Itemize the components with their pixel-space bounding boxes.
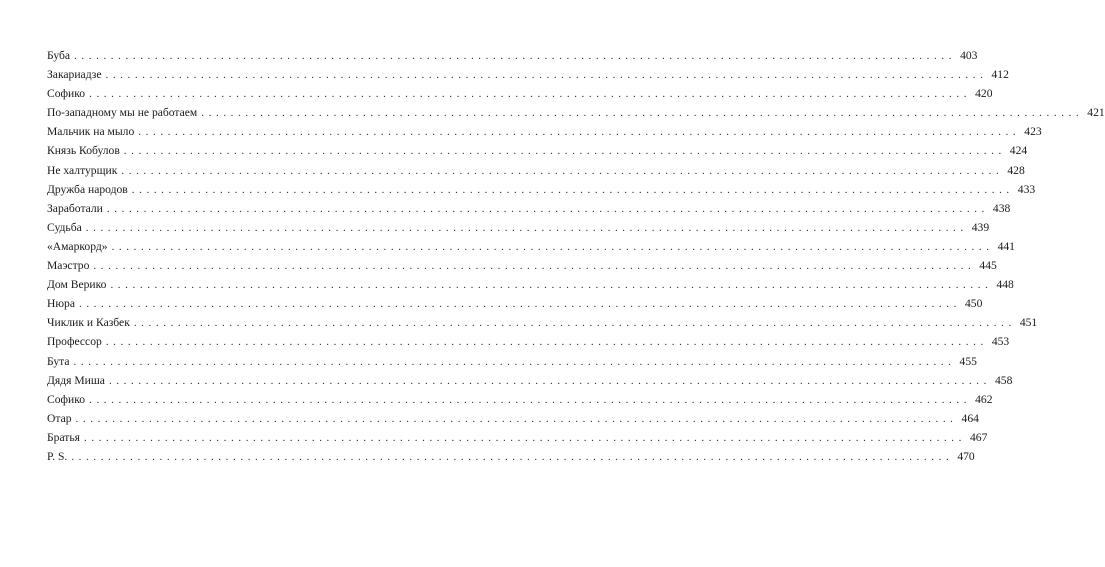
toc-entry-page-number: 451 — [1019, 316, 1038, 330]
toc-entry-page-number: 441 — [997, 239, 1015, 253]
toc-entry — [47, 313, 1038, 332]
toc-entry-title: Судьба — [47, 220, 82, 234]
dot-leader: ........................................................................................................................ — [85, 221, 968, 234]
toc-entry — [47, 390, 993, 409]
toc-entry-page-number: 462 — [975, 392, 993, 406]
toc-entry-page-number: 424 — [1009, 144, 1028, 158]
toc-entry-page-number: 439 — [971, 220, 990, 234]
toc-entry-page-number: 464 — [961, 411, 979, 425]
toc-entry-page-number: 428 — [1007, 163, 1025, 177]
toc-entry — [47, 46, 978, 65]
toc-entry-title: Софико — [47, 392, 86, 406]
toc-entry-page-number: 412 — [991, 68, 1009, 82]
dot-leader: ........................................................................................................................ — [74, 50, 957, 62]
toc-entry-title: Софико — [47, 87, 86, 101]
toc-entry-title: Дружба народов — [47, 182, 128, 196]
toc-entry-page-number: 458 — [994, 373, 1013, 387]
toc-entry-page-number: 433 — [1017, 182, 1036, 196]
dot-leader: ........................................................................................................................ — [201, 107, 1084, 120]
toc-entry — [47, 447, 975, 466]
toc-entry-title: Заработали — [47, 201, 103, 215]
toc-entry-title: По-западному мы не работаем — [47, 106, 198, 120]
toc-entry — [47, 294, 983, 313]
toc-entry-page-number: 420 — [975, 87, 993, 101]
toc-entry — [47, 332, 1010, 351]
toc-entry — [47, 180, 1036, 199]
dot-leader: ........................................................................................................................ — [111, 240, 994, 253]
dot-leader: ........................................................................................................................ — [106, 202, 989, 215]
dot-leader: ........................................................................................................................ — [89, 88, 972, 101]
toc-entry-page-number: 421 — [1087, 106, 1105, 120]
toc-entry — [47, 218, 990, 237]
toc-entry — [47, 275, 1014, 294]
toc-entry — [47, 256, 997, 275]
dot-leader: ........................................................................................................................ — [121, 164, 1004, 177]
toc-entry — [47, 428, 988, 447]
toc-entry — [47, 352, 977, 371]
dot-leader: ........................................................................................................................ — [131, 183, 1014, 196]
toc-entry-page-number: 470 — [957, 449, 975, 463]
dot-leader: ........................................................................................................................ — [138, 126, 1021, 139]
toc-entry-title: Отар — [47, 411, 72, 425]
toc-entry-title: Не халтурщик — [47, 163, 118, 177]
dot-leader: ........................................................................................................................ — [75, 412, 958, 425]
dot-leader: ........................................................................................................................ — [105, 336, 988, 349]
toc-entry-title: Князь Кобулов — [47, 144, 120, 158]
toc-entry-page-number: 445 — [979, 259, 997, 273]
toc-entry-page-number: 453 — [991, 335, 1010, 349]
toc-entry-page-number: 438 — [992, 201, 1011, 215]
toc-entry-title: Братья — [47, 430, 80, 444]
dot-leader: ........................................................................................................................ — [84, 431, 966, 444]
dot-leader: ........................................................................................................................ — [71, 450, 954, 463]
toc-entry — [47, 122, 1042, 141]
toc-entry-page-number: 448 — [996, 278, 1014, 292]
toc-entry-page-number: 450 — [964, 297, 983, 311]
dot-leader: ........................................................................................................................ — [133, 317, 1016, 330]
toc-entry — [47, 237, 1015, 256]
toc-entry-page-number: 467 — [970, 430, 988, 444]
toc-entry-title: «Амаркорд» — [47, 239, 108, 253]
toc-entry-title: Буба — [47, 49, 71, 62]
toc-entry — [47, 199, 1011, 218]
dot-leader: ........................................................................................................................ — [108, 374, 991, 387]
toc-entry — [47, 409, 979, 428]
toc-entry-title: Профессор — [47, 335, 102, 349]
toc-entry — [47, 65, 1009, 84]
toc-entry — [47, 84, 993, 103]
toc-entry — [47, 161, 1025, 180]
toc-entry-page-number: 403 — [960, 49, 978, 62]
dot-leader: ........................................................................................................................ — [73, 355, 956, 368]
toc-entry-title: Дядя Миша — [47, 373, 105, 387]
toc-entry — [47, 141, 1028, 160]
toc-entry-title: P. S. — [47, 449, 68, 463]
dot-leader: ........................................................................................................................ — [89, 393, 972, 406]
dot-leader: ........................................................................................................................ — [105, 69, 988, 82]
toc-entry-title: Нюра — [47, 297, 75, 311]
toc-entry — [47, 103, 1105, 122]
toc-entry-page-number: 423 — [1024, 125, 1042, 139]
toc-entry-title: Маэстро — [47, 259, 90, 273]
dot-leader: ........................................................................................................................ — [78, 298, 961, 311]
dot-leader: ........................................................................................................................ — [123, 145, 1006, 158]
toc-entry-title: Закариадзе — [47, 68, 102, 82]
dot-leader: ........................................................................................................................ — [93, 260, 976, 273]
dot-leader: ........................................................................................................................ — [110, 279, 993, 292]
toc-entry-title: Мальчик на мыло — [47, 125, 135, 139]
toc-entry-page-number: 455 — [959, 354, 977, 368]
toc-entry — [47, 371, 1013, 390]
toc-entry-title: Бута — [47, 354, 70, 368]
toc-entry-title: Чиклик и Казбек — [47, 316, 130, 330]
table-of-contents — [47, 46, 1105, 466]
toc-entry-title: Дом Верико — [47, 278, 107, 292]
